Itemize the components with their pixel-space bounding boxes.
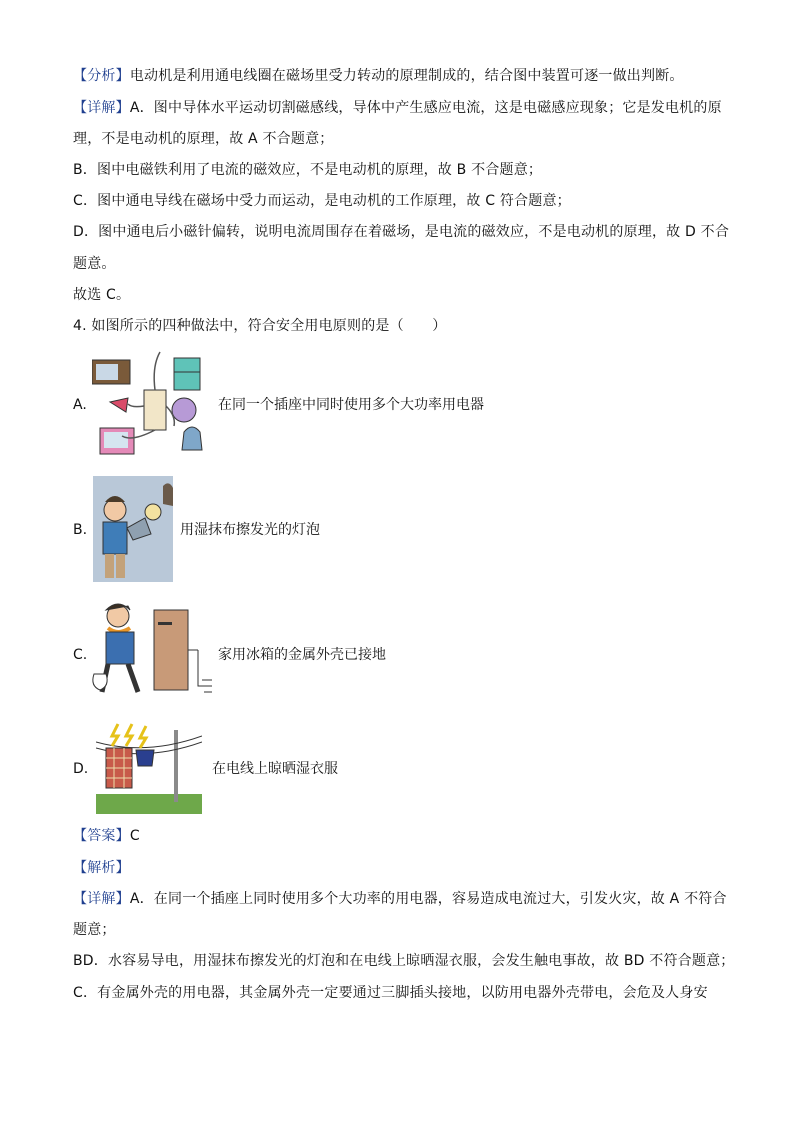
answer-detail-a-text: A．在同一个插座上同时使用多个大功率的用电器，容易造成电流过大，引发火灾，故 A 不符合: [129, 891, 727, 907]
option-a-letter: A.: [73, 397, 87, 413]
detail-line-d2: 题意。: [73, 256, 116, 272]
analysis-heading-line: [73, 858, 723, 878]
option-a-text: 在同一个插座中同时使用多个大功率用电器: [218, 397, 484, 413]
option-b-image: [93, 476, 173, 582]
detail-line-a: [73, 98, 723, 118]
answer-detail-line-c: C．有金属外壳的用电器，其金属外壳一定要通过三脚插头接地，以防用电器外壳带电，会危及人身安: [73, 985, 708, 1001]
answer-detail-line-a2: 题意；: [73, 922, 116, 938]
detail-line-c: C．图中通电导线在磁场中受力而运动，是电动机的工作原理，故 C 符合题意；: [73, 193, 571, 209]
option-b-text: 用湿抹布擦发光的灯泡: [180, 522, 320, 538]
option-c-text: 家用冰箱的金属外壳已接地: [218, 647, 386, 663]
option-d-letter: D.: [73, 761, 89, 777]
analysis-line: [73, 66, 723, 86]
answer-detail-tag: 【详解】: [73, 891, 130, 907]
answer-value: C: [129, 828, 140, 844]
option-a-image: [92, 346, 214, 460]
answer-detail-line-a: [73, 889, 727, 909]
option-c-letter: C.: [73, 647, 88, 663]
answer-tag: 【答案】: [73, 828, 130, 844]
answer-detail-line-bd: BD．水容易导电，用湿抹布擦发光的灯泡和在电线上晾晒湿衣服，会发生触电事故，故 BD 不符合题意；: [73, 953, 735, 969]
detail-a-text: A．图中导体水平运动切割磁感线，导体中产生感应电流，这是电磁感应现象；它是发电机的原: [129, 100, 722, 116]
option-d-text: 在电线上晾晒湿衣服: [212, 761, 338, 777]
analysis-text: 电动机是利用通电线圈在磁场里受力转动的原理制成的，结合图中装置可逐一做出判断。: [129, 68, 684, 84]
option-c-image: [88, 600, 214, 700]
detail-line-b: B．图中电磁铁利用了电流的磁效应，不是电动机的原理，故 B 不合题意；: [73, 162, 543, 178]
question-4-stem: 4. 如图所示的四种做法中，符合安全用电原则的是（ ）: [73, 318, 447, 334]
analysis-tag: 【分析】: [73, 68, 130, 84]
analysis-heading-tag: 【解析】: [73, 860, 130, 876]
detail-line-d: D．图中通电后小磁针偏转，说明电流周围存在着磁场，是电流的磁效应，不是电动机的原理，故 D 不合: [73, 224, 730, 240]
detail-line-a2: 理，不是电动机的原理，故 A 不合题意；: [73, 131, 334, 147]
option-d-image: [96, 722, 202, 814]
detail-tag: 【详解】: [73, 100, 130, 116]
option-b-letter: B.: [73, 522, 88, 538]
answer-line: [73, 826, 723, 846]
conclusion-line: 故选 C。: [73, 287, 131, 303]
